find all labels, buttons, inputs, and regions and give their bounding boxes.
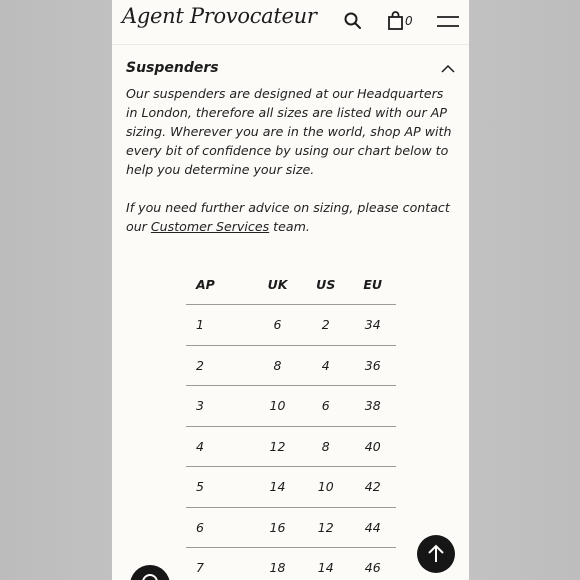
table-cell: 38 [350, 386, 397, 427]
table-cell: 16 [253, 507, 302, 548]
table-cell: 14 [302, 548, 349, 580]
arrow-up-icon [417, 535, 455, 573]
table-row [186, 507, 396, 548]
table-cell: 34 [350, 305, 397, 346]
chevron-up-icon[interactable] [440, 62, 456, 74]
table-row [186, 467, 396, 508]
column-header: UK [253, 264, 302, 305]
table-row [186, 345, 396, 386]
table-cell: 36 [350, 345, 397, 386]
table-cell: 6 [302, 386, 349, 427]
search-icon[interactable] [342, 10, 364, 32]
table-cell: 1 [186, 305, 253, 346]
accordion-title[interactable]: Suspenders [126, 60, 219, 76]
contact-paragraph [126, 198, 456, 236]
customer-services-link[interactable]: Customer Services [150, 219, 270, 234]
table-cell: 18 [253, 548, 302, 580]
table-cell: 40 [350, 426, 397, 467]
table-cell: 3 [186, 386, 253, 427]
table-cell: 46 [350, 548, 397, 580]
table-cell: 6 [253, 305, 302, 346]
table-cell: 44 [350, 507, 397, 548]
table-row [186, 305, 396, 346]
scroll-to-top-button[interactable] [417, 535, 455, 573]
site-header [112, 0, 469, 45]
table-cell: 8 [253, 345, 302, 386]
table-cell: 4 [186, 426, 253, 467]
chat-icon [130, 565, 170, 580]
menu-icon[interactable] [436, 10, 460, 32]
size-chart-table [186, 264, 396, 580]
bag-count: 0 [405, 14, 413, 28]
table-cell: 12 [302, 507, 349, 548]
table-cell: 7 [186, 548, 253, 580]
table-cell: 14 [253, 467, 302, 508]
table-header-row [186, 264, 396, 305]
mobile-page [112, 0, 469, 580]
table-row [186, 386, 396, 427]
table-cell: 42 [350, 467, 397, 508]
column-header: AP [186, 264, 253, 305]
table-cell: 2 [302, 305, 349, 346]
table-cell: 10 [253, 386, 302, 427]
table-cell: 8 [302, 426, 349, 467]
table-cell: 6 [186, 507, 253, 548]
table-cell: 4 [302, 345, 349, 386]
contact-text-end: team. [269, 219, 310, 234]
table-row [186, 426, 396, 467]
description-paragraph: Our suspenders are designed at our Headquarters in London, therefore all sizes are listed with our AP sizing. Wherever you are in the world, shop AP with every bit of confidence by using our chart below to help you determine your size. [126, 86, 452, 177]
chat-button[interactable] [130, 565, 170, 580]
column-header: US [302, 264, 349, 305]
brand-logo[interactable]: Agent Provocateur [122, 4, 317, 28]
table-row [186, 548, 396, 580]
column-header: EU [350, 264, 397, 305]
table-cell: 10 [302, 467, 349, 508]
table-cell: 2 [186, 345, 253, 386]
table-cell: 12 [253, 426, 302, 467]
size-guide-description [126, 84, 456, 255]
table-cell: 5 [186, 467, 253, 508]
contact-text: If you need further advice on sizing, please contact our [126, 200, 450, 234]
